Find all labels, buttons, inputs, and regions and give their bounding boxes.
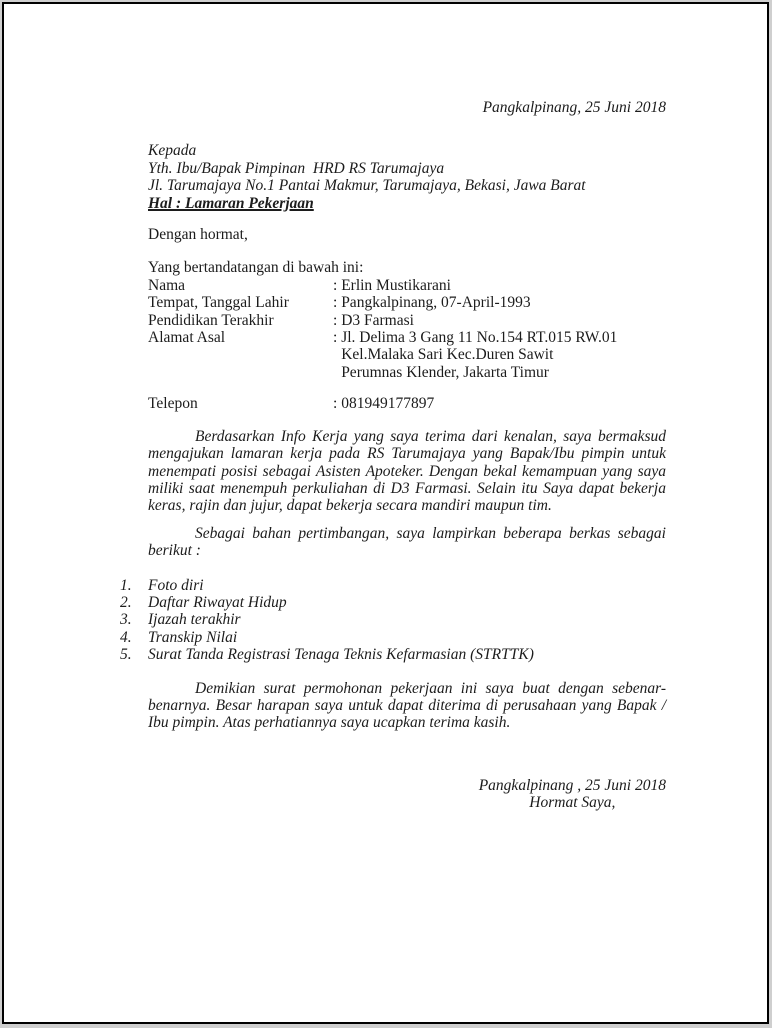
list-item [120, 646, 666, 663]
colon: : [333, 276, 342, 294]
data-value: Pangkalpinang, 07-April-1993 [341, 294, 531, 312]
data-row-alamat-line3 [148, 364, 666, 381]
letter-page [2, 2, 769, 1024]
body-paragraph-2: Sebagai bahan pertimbangan, saya lampirkan beberapa berkas sebagai berikut : [148, 524, 666, 560]
recipient-kepada: Kepada [148, 142, 197, 160]
list-item-number: 4. [120, 628, 132, 646]
attachment-list [120, 577, 666, 664]
data-value: 081949177897 [341, 395, 435, 413]
data-value: Kel.Malaka Sari Kec.Duren Sawit [341, 346, 554, 364]
recipient-address: Jl. Tarumajaya No.1 Pantai Makmur, Tarumajaya, Bekasi, Jawa Barat [148, 177, 586, 195]
list-item-number: 1. [120, 576, 132, 594]
letter-content [120, 99, 666, 812]
data-label: Tempat, Tanggal Lahir [148, 294, 289, 312]
data-row-alamat [148, 329, 666, 346]
subject-line: Hal : Lamaran Pekerjaan [148, 194, 314, 212]
salutation: Dengan hormat, [148, 226, 248, 244]
list-item-text: Ijazah terakhir [148, 611, 241, 629]
list-item-text: Daftar Riwayat Hidup [148, 593, 287, 611]
list-item [120, 594, 666, 611]
list-item-number: 5. [120, 646, 132, 664]
recipient-block [148, 142, 666, 212]
body-paragraph-1: Berdasarkan Info Kerja yang saya terima dari kenalan, saya bermaksud mengajukan lamaran kerja pada RS Tarumajaya yang Bapak/Ibu pimpin untuk menempati posisi sebagai Asisten Apoteker. Dengan bekal kemampuan yang saya miliki saat menempuh perkuliahan di D3 Farmasi. Selain itu Saya dapat bekerja keras, rajin dan jujur, dapat bekerja secara mandiri maupun tim. [148, 427, 666, 515]
data-row-pendidikan [148, 312, 666, 329]
letter-date: Pangkalpinang, 25 Juni 2018 [482, 99, 666, 116]
colon: : [333, 294, 342, 312]
data-row-alamat-line2 [148, 346, 666, 363]
list-item [120, 611, 666, 628]
data-value: D3 Farmasi [341, 311, 414, 329]
colon: : [333, 395, 342, 413]
data-value: Jl. Delima 3 Gang 11 No.154 RT.015 RW.01 [341, 329, 618, 347]
signature-place-date: Pangkalpinang , 25 Juni 2018 [478, 776, 666, 794]
data-value: Erlin Mustikarani [341, 276, 451, 294]
data-value: Perumnas Klender, Jakarta Timur [341, 363, 549, 381]
list-item [120, 577, 666, 594]
list-item-text: Foto diri [148, 576, 204, 594]
list-item-number: 2. [120, 593, 132, 611]
list-item [120, 629, 666, 646]
personal-data-table [148, 277, 666, 413]
list-item-number: 3. [120, 611, 132, 629]
closing-paragraph: Demikian surat permohonan pekerjaan ini saya buat dengan sebenar-benarnya. Besar harapan saya untuk dapat diterima di perusahaan yang Bapak / Ibu pimpin. Atas perhatiannya saya ucapkan terima kasih. [148, 679, 666, 732]
signature-block [148, 777, 666, 812]
data-label: Alamat Asal [148, 329, 226, 347]
signature-closing: Hormat Saya, [529, 794, 616, 812]
colon: : [333, 329, 342, 347]
recipient-addressee: Yth. Ibu/Bapak Pimpinan HRD RS Tarumajaya [148, 159, 445, 177]
data-row-telepon [148, 395, 666, 412]
list-item-text: Transkip Nilai [148, 628, 238, 646]
data-label: Nama [148, 276, 186, 294]
data-label: Pendidikan Terakhir [148, 311, 274, 329]
intro-line: Yang bertandatangan di bawah ini: [148, 259, 364, 277]
data-row-ttl [148, 294, 666, 311]
list-item-text: Surat Tanda Registrasi Tenaga Teknis Kefarmasian (STRTTK) [148, 646, 534, 664]
data-label: Telepon [148, 395, 198, 413]
data-row-nama [148, 277, 666, 294]
colon: : [333, 311, 342, 329]
